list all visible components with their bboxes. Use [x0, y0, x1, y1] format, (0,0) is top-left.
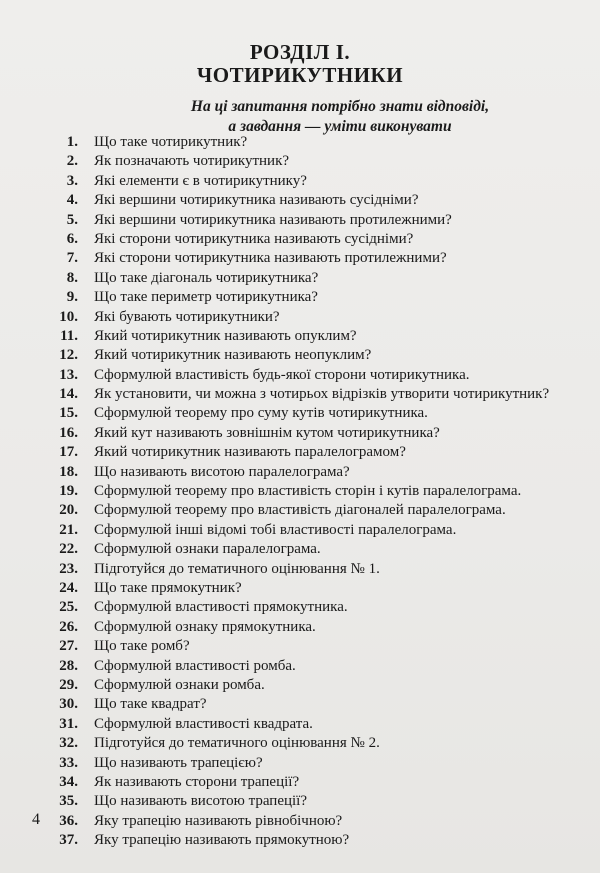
question-item [0, 424, 600, 443]
question-text: Який чотирикутник називають неопуклим? [94, 347, 372, 364]
question-number: 9. [66, 289, 78, 306]
question-text: Що таке ромб? [94, 638, 190, 655]
question-text: Яку трапецію називають рівнобічною? [94, 812, 343, 829]
question-text: Підготуйся до тематичного оцінювання № 1. [94, 560, 380, 577]
question-number: 22. [59, 541, 78, 558]
question-text: Сформулюй ознаки ромба. [94, 676, 265, 693]
question-number: 26. [59, 618, 78, 635]
question-number: 2. [66, 153, 78, 170]
question-text: Як позначають чотирикутник? [94, 153, 290, 170]
question-item [0, 404, 600, 423]
question-item [0, 366, 600, 385]
question-item [0, 211, 600, 230]
question-number: 4. [66, 192, 78, 209]
question-text: Сформулюй теорему про суму кутів чотирикутника. [94, 405, 428, 422]
question-item [0, 812, 600, 831]
question-item [0, 385, 600, 404]
question-text: Який чотирикутник називають опуклим? [94, 327, 357, 344]
question-text: Які сторони чотирикутника називають сусідніми? [94, 230, 414, 247]
question-item [0, 579, 600, 598]
question-number: 21. [59, 521, 78, 538]
question-item [0, 695, 600, 714]
question-item [0, 792, 600, 811]
question-number: 7. [66, 250, 78, 267]
question-item [0, 172, 600, 191]
question-item [0, 540, 600, 559]
question-item [0, 191, 600, 210]
question-number: 24. [59, 579, 78, 596]
question-item [0, 327, 600, 346]
question-item [0, 773, 600, 792]
question-text: Сформулюй теорему про властивість діагоналей паралелограма. [94, 502, 506, 519]
question-text: Що таке діагональ чотирикутника? [94, 269, 319, 286]
question-item [0, 754, 600, 773]
question-item [0, 501, 600, 520]
question-text: Сформулюй властивості ромба. [94, 657, 296, 674]
question-text: Сформулюй ознаку прямокутника. [94, 618, 316, 635]
intro-line-1: На ці запитання потрібно знати відповіді, [190, 98, 490, 115]
question-item [0, 269, 600, 288]
question-number: 17. [59, 444, 78, 461]
question-text: Сформулюй ознаки паралелограма. [94, 541, 321, 558]
question-item [0, 443, 600, 462]
question-list [0, 133, 600, 850]
question-text: Що називають висотою трапеції? [94, 793, 308, 810]
question-text: Сформулюй теорему про властивість сторін і кутів паралелограма. [94, 483, 522, 500]
question-number: 18. [59, 463, 78, 480]
question-number: 29. [59, 676, 78, 693]
question-number: 19. [59, 483, 78, 500]
section-label: РОЗДІЛ І. [249, 40, 351, 64]
question-text: Сформулюй інші відомі тобі властивості паралелограма. [94, 521, 457, 538]
question-number: 20. [59, 502, 78, 519]
question-item [0, 831, 600, 850]
question-number: 1. [66, 134, 78, 150]
question-text: Як установити, чи можна з чотирьох відрізків утворити чотирикутник? [94, 386, 550, 403]
question-item [0, 230, 600, 249]
question-number: 12. [59, 347, 78, 364]
question-item [0, 618, 600, 637]
question-text: Що таке периметр чотирикутника? [94, 289, 318, 306]
question-text: Що називають трапецією? [94, 754, 263, 771]
question-item [0, 637, 600, 656]
question-number: 30. [59, 696, 78, 713]
question-item [0, 598, 600, 617]
question-text: Який кут називають зовнішнім кутом чотирикутника? [94, 424, 440, 441]
question-text: Сформулюй властивості прямокутника. [94, 599, 348, 616]
question-number: 3. [66, 172, 78, 189]
question-number: 28. [59, 657, 78, 674]
question-number: 8. [66, 269, 78, 286]
question-item [0, 676, 600, 695]
question-item [0, 133, 600, 152]
question-number: 33. [59, 754, 78, 771]
page-number: 4 [32, 811, 40, 828]
question-number: 13. [59, 366, 78, 383]
question-text: Який чотирикутник називають паралелограмом? [94, 444, 406, 461]
question-number: 35. [59, 793, 78, 810]
question-text: Які вершини чотирикутника називають сусідніми? [94, 192, 419, 209]
question-number: 23. [59, 560, 78, 577]
question-text: Підготуйся до тематичного оцінювання № 2. [94, 735, 380, 752]
question-item [0, 152, 600, 171]
question-text: Що таке чотирикутник? [94, 134, 248, 150]
question-number: 31. [59, 715, 78, 732]
question-number: 32. [59, 735, 78, 752]
question-item [0, 463, 600, 482]
question-number: 27. [59, 638, 78, 655]
question-number: 34. [59, 773, 78, 790]
question-item [0, 657, 600, 676]
question-item [0, 346, 600, 365]
question-item [0, 734, 600, 753]
question-text: Як називають сторони трапеції? [94, 773, 300, 790]
question-number: 25. [59, 599, 78, 616]
question-number: 6. [66, 230, 78, 247]
question-item [0, 482, 600, 501]
question-number: 36. [59, 812, 78, 829]
question-text: Які елементи є в чотирикутнику? [94, 172, 307, 189]
question-number: 15. [59, 405, 78, 422]
question-number: 37. [59, 832, 78, 849]
question-item [0, 560, 600, 579]
question-item [0, 521, 600, 540]
question-text: Сформулюй властивість будь-якої сторони чотирикутника. [94, 366, 470, 383]
question-text: Що таке прямокутник? [94, 579, 242, 596]
question-text: Яку трапецію називають прямокутною? [94, 832, 350, 849]
question-item [0, 715, 600, 734]
question-text: Які сторони чотирикутника називають протилежними? [94, 250, 447, 267]
question-number: 11. [60, 327, 78, 344]
question-text: Які бувають чотирикутники? [94, 308, 280, 325]
section-title: ЧОТИРИКУТНИКИ [196, 63, 404, 87]
question-item [0, 288, 600, 307]
question-number: 16. [59, 424, 78, 441]
intro-line-2: а завдання — уміти виконувати [228, 118, 452, 135]
question-number: 5. [66, 211, 78, 228]
question-text: Які вершини чотирикутника називають протилежними? [94, 211, 452, 228]
question-item [0, 249, 600, 268]
question-text: Що називають висотою паралелограма? [94, 463, 350, 480]
question-text: Що таке квадрат? [94, 696, 207, 713]
question-number: 10. [59, 308, 78, 325]
question-item [0, 308, 600, 327]
question-number: 14. [59, 386, 78, 403]
question-text: Сформулюй властивості квадрата. [94, 715, 313, 732]
